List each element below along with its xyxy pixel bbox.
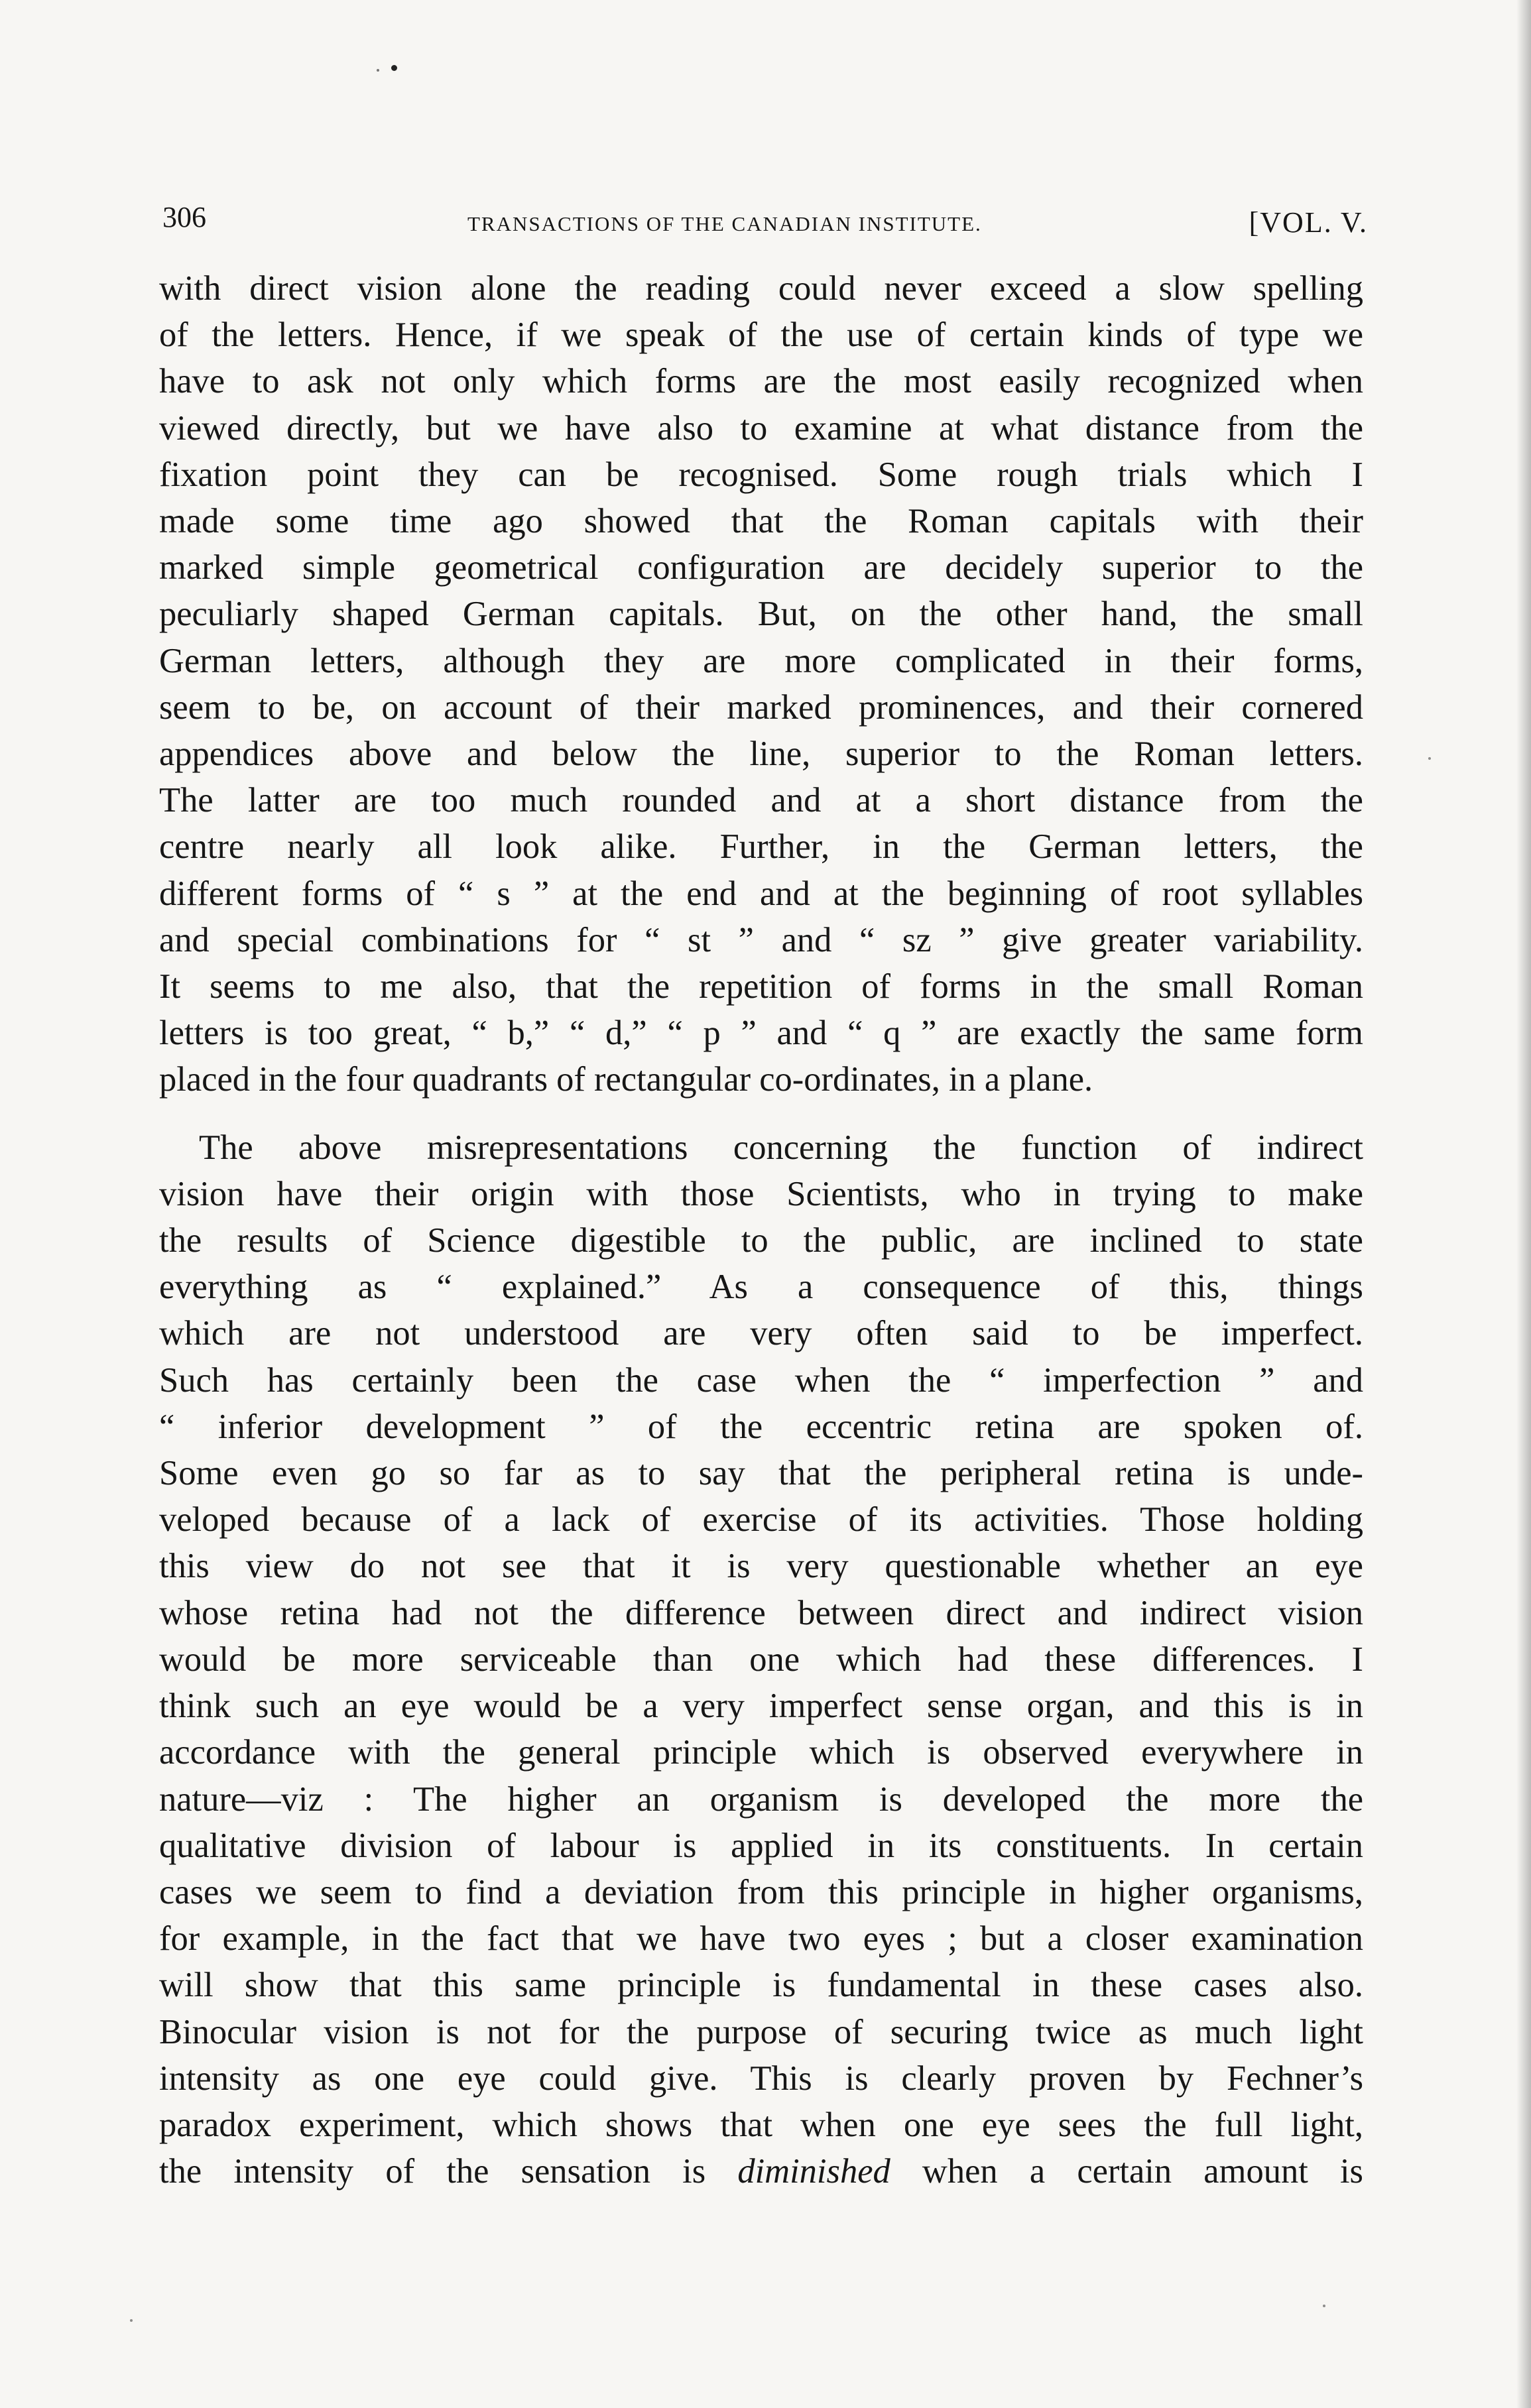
text-line: will show that this same principle is fundamental in these cases also. xyxy=(159,1966,1363,2005)
paragraph-1 xyxy=(159,265,1363,1103)
final-line-before: the intensity of the sensation is xyxy=(159,2152,738,2191)
text-line: placed in the four quadrants of rectangular co-ordinates, in a plane. xyxy=(159,1060,1093,1099)
text-line: peculiarly shaped German capitals. But, on the other hand, the small xyxy=(159,595,1363,634)
text-line: The latter are too much rounded and at a short distance from the xyxy=(159,781,1363,820)
scan-speck xyxy=(1428,757,1431,760)
page-number: 306 xyxy=(162,201,206,233)
scan-speck xyxy=(1323,2305,1325,2307)
scan-speck xyxy=(377,69,379,72)
text-line: vision have their origin with those Scientists, who in trying to make xyxy=(159,1174,1363,1213)
text-line: veloped because of a lack of exercise of its activities. Those holding xyxy=(159,1500,1363,1539)
text-line: would be more serviceable than one which had these differences. I xyxy=(159,1640,1363,1679)
text-line: seem to be, on account of their marked prominences, and their cornered xyxy=(159,688,1363,727)
text-line: Such has certainly been the case when the “ imperfection ” and xyxy=(159,1360,1363,1400)
text-line: the results of Science digestible to the public, are inclined to state xyxy=(159,1221,1363,1260)
text-line: intensity as one eye could give. This is clearly proven by Fechner’s xyxy=(159,2059,1363,2098)
text-line: of the letters. Hence, if we speak of the use of certain kinds of type we xyxy=(159,316,1363,355)
page-edge-shadow xyxy=(1516,0,1531,2408)
scan-speck xyxy=(130,2319,133,2322)
volume-label: [VOL. V. xyxy=(1249,206,1368,239)
text-line: for example, in the fact that we have two eyes ; but a closer examination xyxy=(159,1919,1363,1958)
text-line: have to ask not only which forms are the most easily recognized when xyxy=(159,362,1363,401)
text-line: whose retina had not the difference between direct and indirect vision xyxy=(159,1593,1363,1632)
running-header xyxy=(162,198,1368,251)
text-line: everything as “ explained.” As a consequence of this, things xyxy=(159,1268,1363,1307)
text-line: cases we seem to find a deviation from this principle in higher organisms, xyxy=(159,1872,1363,1911)
body-text xyxy=(159,265,1363,2195)
text-line: with direct vision alone the reading could never exceed a slow spelling xyxy=(159,269,1363,308)
text-line: viewed directly, but we have also to examine at what distance from the xyxy=(159,408,1363,448)
text-line: nature—viz : The higher an organism is developed the more the xyxy=(159,1779,1363,1819)
emphasized-word: diminished xyxy=(737,2152,890,2191)
text-line: this view do not see that it is very questionable whether an eye xyxy=(159,1547,1363,1586)
text-line: The above misrepresentations concerning the function of indirect xyxy=(199,1128,1363,1167)
scan-speck xyxy=(391,65,397,71)
text-line: made some time ago showed that the Roman capitals with their xyxy=(159,502,1363,541)
text-line: “ inferior development ” of the eccentric retina are spoken of. xyxy=(159,1407,1363,1446)
text-line-final xyxy=(159,2148,1363,2195)
text-line: letters is too great, “ b,” “ d,” “ p ” and “ q ” are exactly the same form xyxy=(159,1014,1363,1053)
text-line: accordance with the general principle which is observed everywhere in xyxy=(159,1733,1363,1772)
text-line: Some even go so far as to say that the peripheral retina is unde- xyxy=(159,1454,1363,1493)
paragraph-2 xyxy=(159,1124,1363,2195)
text-line: marked simple geometrical configuration are decidely superior to the xyxy=(159,548,1363,587)
text-line: German letters, although they are more complicated in their forms, xyxy=(159,641,1363,680)
text-line: which are not understood are very often said to be imperfect. xyxy=(159,1314,1363,1353)
text-line: different forms of “ s ” at the end and at the beginning of root syllables xyxy=(159,874,1363,913)
running-title: TRANSACTIONS OF THE CANADIAN INSTITUTE. xyxy=(467,212,982,235)
text-line: appendices above and below the line, superior to the Roman letters. xyxy=(159,735,1363,774)
text-line: Binocular vision is not for the purpose of securing twice as much light xyxy=(159,2012,1363,2051)
final-line-after: when a certain amount is xyxy=(890,2152,1363,2191)
text-line: fixation point they can be recognised. Some rough trials which I xyxy=(159,455,1363,494)
text-line: It seems to me also, that the repetition of forms in the small Roman xyxy=(159,967,1363,1006)
text-line: and special combinations for “ st ” and “ sz ” give greater variability. xyxy=(159,920,1363,959)
text-line: qualitative division of labour is applied in its constituents. In certain xyxy=(159,1826,1363,1865)
paragraph-gap xyxy=(159,1103,1363,1124)
text-line: paradox experiment, which shows that when one eye sees the full light, xyxy=(159,2105,1363,2144)
text-line: centre nearly all look alike. Further, in the German letters, the xyxy=(159,827,1363,867)
text-line: think such an eye would be a very imperfect sense organ, and this is in xyxy=(159,1687,1363,1726)
